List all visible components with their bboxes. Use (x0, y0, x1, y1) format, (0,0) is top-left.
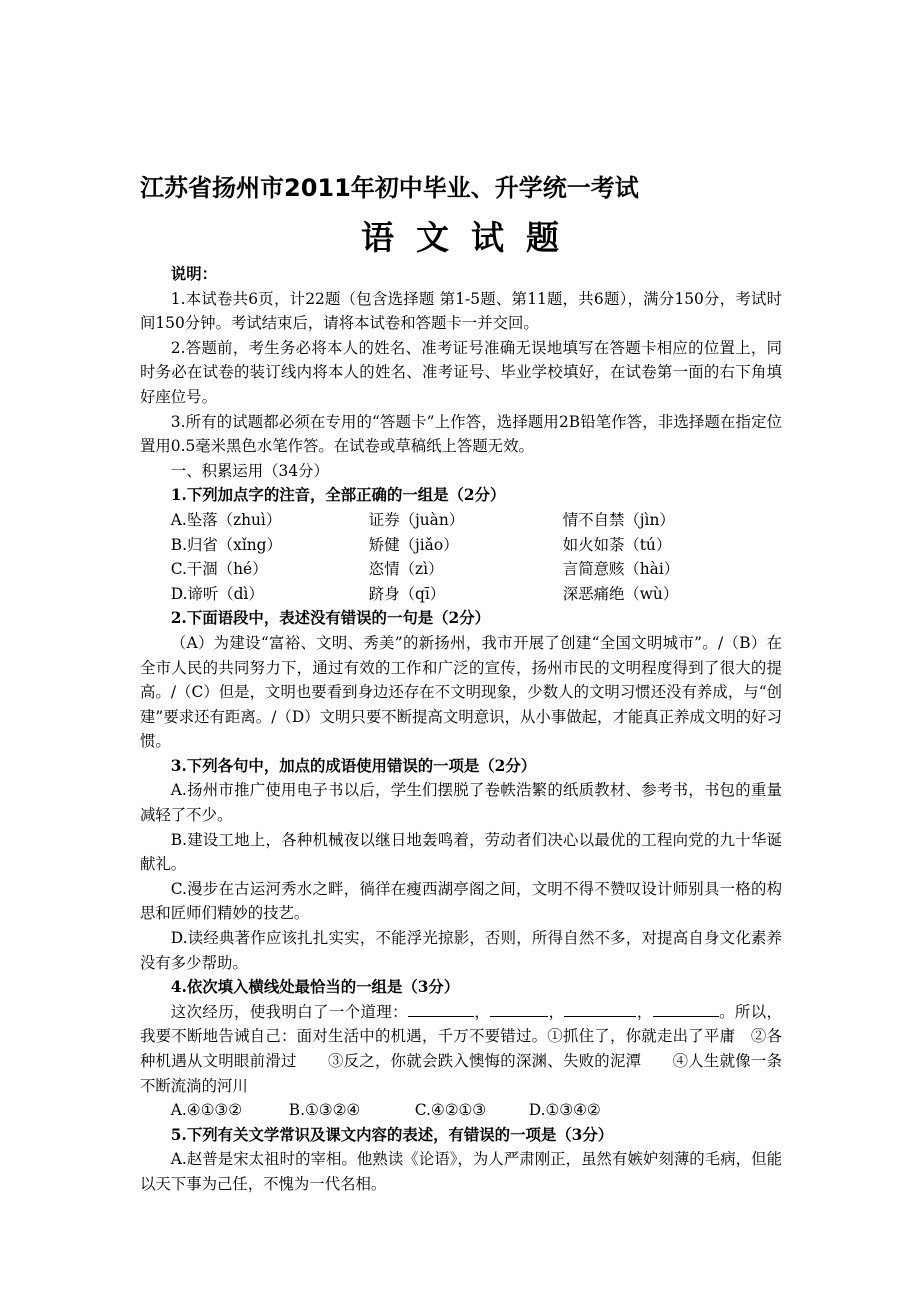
note-3: 3.所有的试题都必须在专用的“答题卡”上作答，选择题用2B铅笔作答，非选择题在指定位置用0.5毫米黑色水笔作答。在试卷或草稿纸上答题无效。 (140, 412, 782, 456)
q4-lead: 这次经历，使我明白了一个道理： (170, 1002, 408, 1021)
fill-blank-3[interactable] (564, 1000, 636, 1017)
q4-option-d: D.①③④② (528, 1101, 601, 1120)
question-4-text (140, 1000, 782, 1098)
question-1-stem: 1.下列加点字的注音，全部正确的一组是（2分） (170, 486, 506, 505)
question-3-option-a: A.扬州市推广使用电子书以后，学生们摆脱了卷帙浩繁的纸质教材、参考书，书包的重量减轻了不少。 (140, 781, 782, 825)
fill-blank-4[interactable] (653, 1000, 719, 1017)
question-5-option-a: A.赵普是宋太祖时的宰相。他熟读《论语》，为人严肃刚正，虽然有嫉妒刻薄的毛病，但能以天下事为己任，不愧为一代名相。 (140, 1150, 782, 1193)
q1-d-item-3: 深恶痛绝（wù） (562, 584, 679, 603)
q1-b-item-1: B.归省（xǐng） (170, 535, 282, 554)
q1-d-item-2: 跻身（qī） (368, 584, 446, 603)
q4-end: 。所以，我要不断地告诫自己：面对生活中的机遇，千万不要错过。①抓住了，你就走出了平庸 ②各种机遇从文明眼前滑过 ③反之，你就会跌入懊悔的深渊、失败的泥潭 ④人生就像一条不断流淌的河川 (140, 1002, 782, 1095)
q4-sep-3: ， (636, 1002, 653, 1021)
q1-b-item-3: 如火如荼（tú） (562, 535, 672, 554)
q4-option-a: A.④①③② (170, 1101, 242, 1120)
q1-c-item-3: 言简意赅（hài） (562, 560, 680, 579)
note-1: 1.本试卷共6页，计22题（包含选择题 第1-5题、第11题，共6题），满分150分，考试时间150分钟。考试结束后，请将本试卷和答题卡一并交回。 (140, 289, 782, 333)
q4-option-c: C.④②①③ (414, 1101, 487, 1120)
question-2-text: （A）为建设“富裕、文明、秀美”的新扬州，我市开展了创建“全国文明城市”。/（B）在全市人民的共同努力下，通过有效的工作和广泛的宣传，扬州市民的文明程度得到了很大的提高。/（C）但是，文明也要看到身边还存在不文明现象，少数人的文明习惯还没有养成，与“创建”要求还有距离。/（D）文明只要不断提高文明意识，从小事做起，才能真正养成文明的好习惯。 (140, 633, 782, 751)
question-1-row-a (140, 508, 782, 533)
section-1-title: 一、积累运用（34分） (170, 461, 329, 480)
question-4-options (140, 1098, 782, 1123)
q1-a-item-2: 证券（juàn） (368, 510, 465, 529)
exam-title: 江苏省扬州市2011年初中毕业、升学统一考试 (140, 174, 639, 202)
q1-d-item-1: D.谛听（dì） (170, 584, 264, 603)
question-3-stem: 3.下列各句中，加点的成语使用错误的一项是（2分） (170, 756, 537, 775)
question-4-stem: 4.依次填入横线处最恰当的一组是（3分） (170, 978, 460, 997)
q4-sep-1: ， (473, 1002, 491, 1021)
question-1-row-d (140, 582, 782, 607)
question-3-option-b: B.建设工地上，各种机械夜以继日地轰鸣着，劳动者们决心以最优的工程向党的九十华诞献礼。 (140, 830, 782, 874)
question-3-option-c: C.漫步在古运河秀水之畔，徜徉在瘦西湖亭阁之间，文明不得不赞叹设计师别具一格的构思和匠师们精妙的技艺。 (140, 879, 782, 923)
fill-blank-2[interactable] (490, 1000, 548, 1017)
q1-c-item-1: C.干涸（hé） (170, 560, 268, 579)
fill-blank-1[interactable] (408, 1000, 474, 1017)
notes-label: 说明： (170, 265, 217, 283)
q1-a-item-1: A.坠落（zhuì） (170, 510, 282, 529)
q1-a-item-3: 情不自禁（jìn） (562, 510, 675, 529)
note-2: 2.答题前，考生务必将本人的姓名、准考证号准确无误地填写在答题卡相应的位置上，同时务必在试卷的装订线内将本人的姓名、准考证号、毕业学校填好，在试卷第一面的右下角填好座位号。 (140, 338, 782, 406)
exam-body (140, 262, 782, 1197)
question-1-row-c (140, 557, 782, 582)
question-5-stem: 5.下列有关文学常识及课文内容的表述，有错误的一项是（3分） (170, 1125, 614, 1144)
question-3-option-d: D.读经典著作应该扎扎实实，不能浮光掠影，否则，所得自然不多，对提高自身文化素养没有多少帮助。 (140, 929, 782, 972)
q1-b-item-2: 矫健（jiǎo） (368, 535, 459, 554)
q4-sep-2: ， (548, 1002, 565, 1021)
q4-option-b: B.①③②④ (288, 1101, 361, 1120)
question-1-row-b (140, 533, 782, 558)
q1-c-item-2: 恣情（zì） (368, 560, 444, 579)
question-2-stem: 2.下面语段中，表述没有错误的一句是（2分） (170, 609, 490, 628)
subject-title: 语文试题 (361, 218, 581, 257)
